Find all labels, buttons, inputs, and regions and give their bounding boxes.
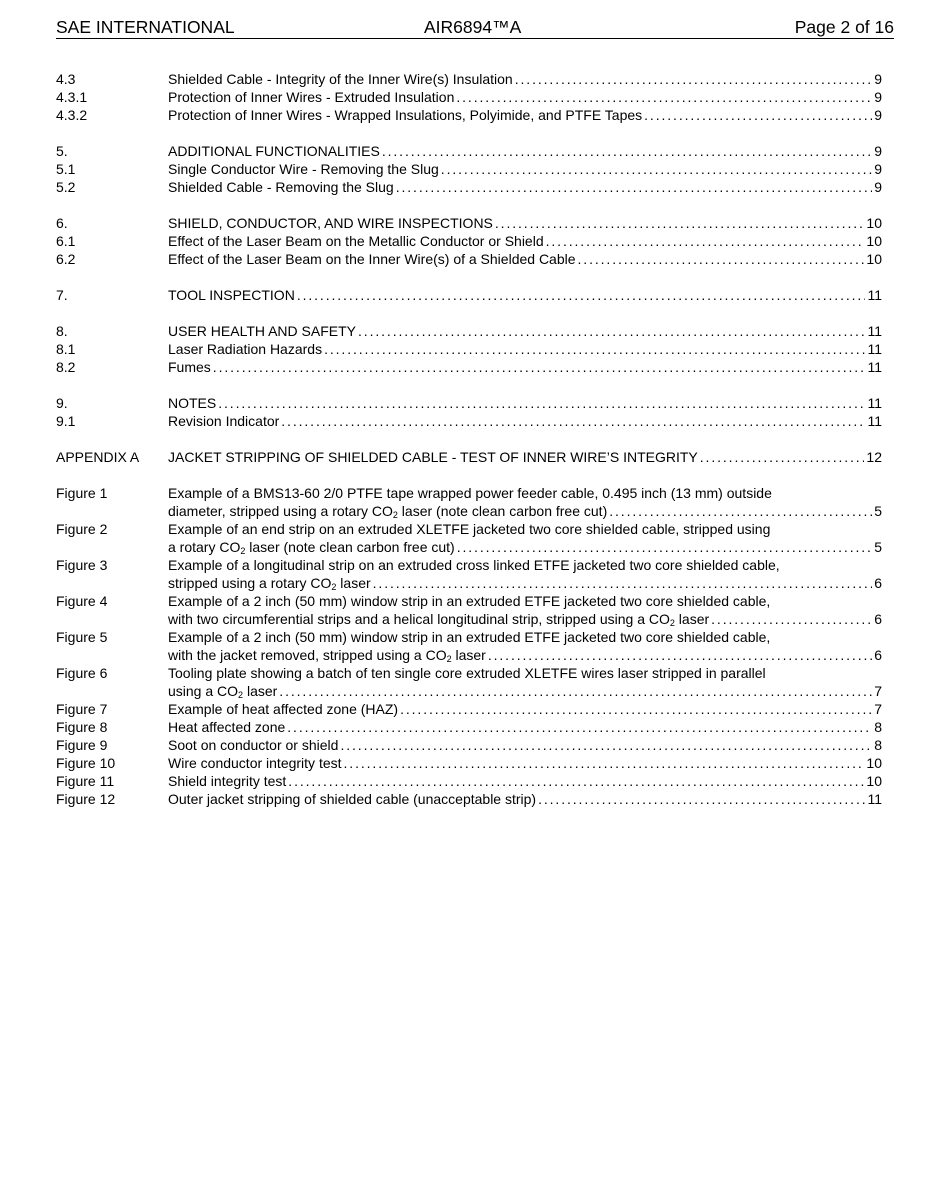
page-header bbox=[56, 16, 894, 39]
toc-entry[interactable] bbox=[56, 394, 882, 412]
figure-entry[interactable] bbox=[56, 772, 882, 790]
figure-title-line2: using a $CO_2$ laser bbox=[168, 683, 278, 700]
toc-number: 9.1 bbox=[56, 413, 76, 429]
toc-title: Shielded Cable - Removing the Slug bbox=[168, 179, 394, 195]
figure-entry[interactable] bbox=[56, 664, 882, 700]
organization-name: SAE INTERNATIONAL bbox=[56, 17, 235, 37]
figure-number: Figure 5 bbox=[56, 629, 108, 645]
figure-title: Example of heat affected zone (HAZ) bbox=[168, 701, 399, 717]
toc-number: 6.1 bbox=[56, 233, 76, 249]
figure-page: 10 bbox=[866, 755, 882, 771]
toc-number: 8. bbox=[56, 323, 68, 339]
figure-page: 8 bbox=[874, 719, 882, 735]
toc-title: ADDITIONAL FUNCTIONALITIES bbox=[168, 143, 380, 159]
figure-title-line1: Example of a BMS13-60 2/0 PTFE tape wrapped power feeder cable, 0.495 inch (13 mm) outside bbox=[168, 485, 772, 501]
page-number: Page 2 of 16 bbox=[794, 17, 894, 37]
figure-title: Shield integrity test bbox=[168, 773, 287, 789]
dot-leader bbox=[281, 412, 865, 430]
figure-number: Figure 10 bbox=[56, 755, 116, 771]
toc-number: 4.3.1 bbox=[56, 89, 88, 105]
figure-page: 5 bbox=[874, 503, 882, 519]
toc-entry[interactable] bbox=[56, 88, 882, 106]
figure-title: Soot on conductor or shield bbox=[168, 737, 339, 753]
figure-entry[interactable] bbox=[56, 718, 882, 736]
toc-page: 11 bbox=[867, 395, 882, 411]
figure-title-line1: Example of a 2 inch (50 mm) window strip in an extruded ETFE jacketed two core shielded cable, bbox=[168, 593, 771, 609]
figure-title-line2: with two circumferential strips and a helical longitudinal strip, stripped using a $CO_2$ laser bbox=[168, 611, 710, 628]
toc-page: 11 bbox=[867, 323, 882, 339]
toc-title: Laser Radiation Hazards bbox=[168, 341, 323, 357]
figure-page: 7 bbox=[874, 701, 882, 717]
figure-entry[interactable] bbox=[56, 592, 882, 628]
toc-title: Protection of Inner Wires - Wrapped Insulations, Polyimide, and PTFE Tapes bbox=[168, 107, 643, 123]
toc-page: 9 bbox=[874, 179, 882, 195]
toc-number: 4.3 bbox=[56, 71, 76, 87]
dot-leader bbox=[515, 70, 872, 88]
toc-title: Shielded Cable - Integrity of the Inner Wire(s) Insulation bbox=[168, 71, 513, 87]
dot-leader bbox=[324, 340, 865, 358]
figure-entry[interactable] bbox=[56, 520, 882, 556]
toc-number: APPENDIX A bbox=[56, 449, 140, 465]
figure-entry[interactable] bbox=[56, 556, 882, 592]
toc-page: 9 bbox=[874, 161, 882, 177]
toc-title: Revision Indicator bbox=[168, 413, 280, 429]
figure-title: Wire conductor integrity test bbox=[168, 755, 342, 771]
toc-page: 11 bbox=[867, 359, 882, 375]
figure-number: Figure 7 bbox=[56, 701, 108, 717]
dot-leader bbox=[288, 772, 864, 790]
toc-entry[interactable] bbox=[56, 178, 882, 196]
toc-entry[interactable] bbox=[56, 70, 882, 88]
figure-number: Figure 9 bbox=[56, 737, 108, 753]
figure-number: Figure 8 bbox=[56, 719, 108, 735]
figure-title-line2: diameter, stripped using a rotary $CO_2$ laser (note clean carbon free cut) bbox=[168, 503, 608, 520]
toc-page: 11 bbox=[867, 413, 882, 429]
toc-number: 8.2 bbox=[56, 359, 76, 375]
toc-entry[interactable] bbox=[56, 160, 882, 178]
toc-entry[interactable] bbox=[56, 286, 882, 304]
figure-title-line2: with the jacket removed, stripped using a $CO_2$ laser bbox=[168, 647, 486, 664]
toc-title: Effect of the Laser Beam on the Metallic Conductor or Shield bbox=[168, 233, 544, 249]
figure-title: Outer jacket stripping of shielded cable (unacceptable strip) bbox=[168, 791, 537, 807]
dot-leader bbox=[644, 106, 872, 124]
figure-page: 10 bbox=[866, 773, 882, 789]
dot-leader bbox=[441, 160, 872, 178]
toc-page: 11 bbox=[867, 287, 882, 303]
toc-number: 8.1 bbox=[56, 341, 76, 357]
dot-leader bbox=[287, 718, 872, 736]
dot-leader bbox=[538, 790, 865, 808]
toc-page: 9 bbox=[874, 107, 882, 123]
toc-number: 6. bbox=[56, 215, 68, 231]
toc-page: 10 bbox=[866, 233, 882, 249]
figure-title-line1: Example of an end strip on an extruded XLETFE jacketed two core shielded cable, stripped using bbox=[168, 521, 771, 537]
figure-title-line1: Example of a longitudinal strip on an extruded cross linked ETFE jacketed two core shielded cable, bbox=[168, 557, 780, 573]
figure-number: Figure 2 bbox=[56, 521, 108, 537]
table-of-contents bbox=[56, 70, 882, 808]
toc-page: 10 bbox=[866, 251, 882, 267]
dot-leader bbox=[213, 358, 866, 376]
toc-page: 10 bbox=[866, 215, 882, 231]
figure-title-line2: a rotary $CO_2$ laser (note clean carbon free cut) bbox=[168, 539, 455, 556]
toc-number: 7. bbox=[56, 287, 68, 303]
dot-leader bbox=[373, 574, 873, 592]
toc-entry[interactable] bbox=[56, 358, 882, 376]
figure-number: Figure 12 bbox=[56, 791, 116, 807]
dot-leader bbox=[488, 646, 872, 664]
toc-number: 5.2 bbox=[56, 179, 76, 195]
figure-entry[interactable] bbox=[56, 736, 882, 754]
figure-entry[interactable] bbox=[56, 484, 882, 520]
toc-title: Protection of Inner Wires - Extruded Insulation bbox=[168, 89, 455, 105]
toc-page: 9 bbox=[874, 71, 882, 87]
toc-page: 9 bbox=[874, 143, 882, 159]
dot-leader bbox=[297, 286, 866, 304]
figure-title-line1: Example of a 2 inch (50 mm) window strip in an extruded ETFE jacketed two core shielded cable, bbox=[168, 629, 771, 645]
dot-leader bbox=[358, 322, 865, 340]
dot-leader bbox=[382, 142, 872, 160]
dot-leader bbox=[609, 502, 872, 520]
dot-leader bbox=[279, 682, 872, 700]
toc-page: 12 bbox=[866, 449, 882, 465]
toc-entry[interactable] bbox=[56, 412, 882, 430]
toc-entry[interactable] bbox=[56, 340, 882, 358]
figure-entry[interactable] bbox=[56, 628, 882, 664]
toc-number: 9. bbox=[56, 395, 68, 411]
dot-leader bbox=[700, 448, 865, 466]
toc-entry-appendix[interactable] bbox=[56, 448, 882, 466]
figure-page: 6 bbox=[874, 647, 882, 663]
figure-title-line1: Tooling plate showing a batch of ten single core extruded XLETFE wires laser stripped in parallel bbox=[168, 665, 766, 681]
toc-page: 9 bbox=[874, 89, 882, 105]
toc-entry[interactable] bbox=[56, 232, 882, 250]
toc-number: 5.1 bbox=[56, 161, 76, 177]
dot-leader bbox=[456, 88, 872, 106]
figure-number: Figure 6 bbox=[56, 665, 108, 681]
dot-leader bbox=[396, 178, 873, 196]
toc-title: USER HEALTH AND SAFETY bbox=[168, 323, 357, 339]
toc-entry[interactable] bbox=[56, 142, 882, 160]
figure-number: Figure 3 bbox=[56, 557, 108, 573]
figure-page: 6 bbox=[874, 575, 882, 591]
figure-page: 6 bbox=[874, 611, 882, 627]
toc-number: 6.2 bbox=[56, 251, 76, 267]
dot-leader bbox=[711, 610, 872, 628]
toc-title: Effect of the Laser Beam on the Inner Wire(s) of a Shielded Cable bbox=[168, 251, 576, 267]
dot-leader bbox=[218, 394, 865, 412]
figure-title: Heat affected zone bbox=[168, 719, 286, 735]
dot-leader bbox=[578, 250, 865, 268]
toc-title: Single Conductor Wire - Removing the Slug bbox=[168, 161, 439, 177]
figure-number: Figure 11 bbox=[56, 773, 115, 789]
figure-number: Figure 1 bbox=[56, 485, 108, 501]
figure-page: 11 bbox=[867, 791, 882, 807]
dot-leader bbox=[546, 232, 865, 250]
toc-title: NOTES bbox=[168, 395, 217, 411]
toc-entry[interactable] bbox=[56, 322, 882, 340]
figure-number: Figure 4 bbox=[56, 593, 108, 609]
dot-leader bbox=[495, 214, 865, 232]
toc-entry[interactable] bbox=[56, 214, 882, 232]
toc-number: 5. bbox=[56, 143, 68, 159]
toc-entry[interactable] bbox=[56, 106, 882, 124]
toc-entry[interactable] bbox=[56, 250, 882, 268]
toc-title: TOOL INSPECTION bbox=[168, 287, 295, 303]
figure-page: 8 bbox=[874, 737, 882, 753]
document-id: AIR6894™A bbox=[424, 17, 522, 37]
figure-page: 5 bbox=[874, 539, 882, 555]
figure-page: 7 bbox=[874, 683, 882, 699]
toc-number: 4.3.2 bbox=[56, 107, 88, 123]
figure-entry[interactable] bbox=[56, 754, 882, 772]
figure-entry[interactable] bbox=[56, 700, 882, 718]
toc-title: JACKET STRIPPING OF SHIELDED CABLE - TEST OF INNER WIRE’S INTEGRITY bbox=[168, 449, 698, 465]
figure-title-line2: stripped using a rotary $CO_2$ laser bbox=[168, 575, 371, 592]
dot-leader bbox=[344, 754, 865, 772]
dot-leader bbox=[340, 736, 872, 754]
figure-entry[interactable] bbox=[56, 790, 882, 808]
dot-leader bbox=[400, 700, 872, 718]
dot-leader bbox=[457, 538, 872, 556]
toc-page: 11 bbox=[867, 341, 882, 357]
toc-title: Fumes bbox=[168, 359, 211, 375]
toc-title: SHIELD, CONDUCTOR, AND WIRE INSPECTIONS bbox=[168, 215, 493, 231]
